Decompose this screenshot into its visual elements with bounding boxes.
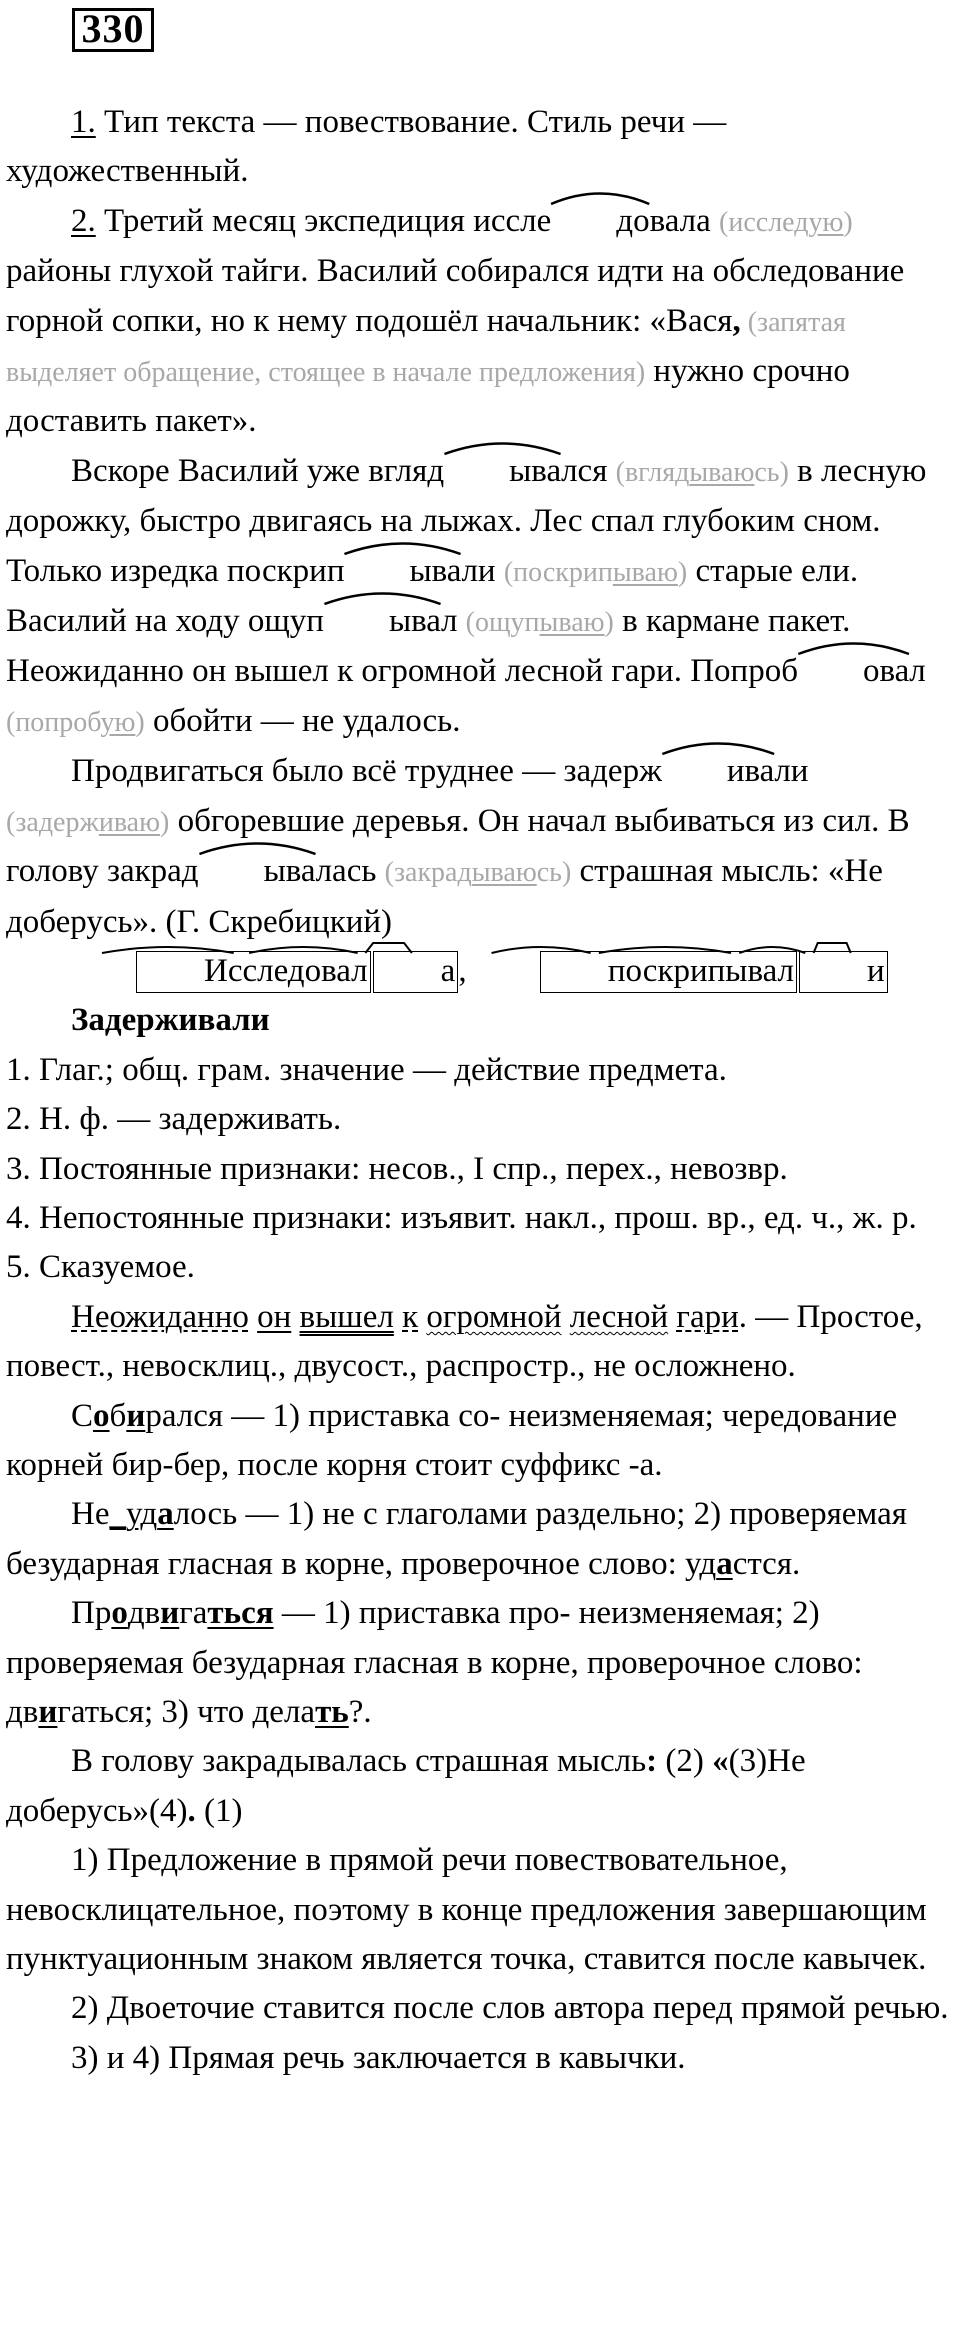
punctuation-note-1: 1) Предложение в прямой речи повествовательное, невосклицательное, поэтому в конце предложения завершающим пунктуационным знаком является точка, ставится после кавычек. bbox=[6, 1842, 927, 1978]
attribute-word: лесной bbox=[569, 1298, 669, 1335]
parse-item-4: 4. Непостоянные признаки: изъявит. накл., прош. вр., ед. ч., ж. р. bbox=[6, 1199, 917, 1236]
arc-letters: ыва bbox=[263, 853, 316, 890]
text-fragment: Продвигаться было всё труднее — задерж bbox=[71, 753, 662, 790]
text-fragment: ?. bbox=[348, 1694, 372, 1730]
text-fragment: рался — 1) приставка со- неизменяемая; чередование корней бир-бер, после корня стоит суффикс -а. bbox=[6, 1397, 898, 1483]
text-fragment: га bbox=[179, 1595, 208, 1632]
hint-text: ) bbox=[604, 607, 614, 639]
text-fragment: дв bbox=[127, 1595, 161, 1632]
ending-box: и bbox=[799, 951, 888, 993]
morpheme-word-1 bbox=[71, 951, 458, 993]
morpheme-analysis bbox=[6, 947, 954, 996]
highlighted-letter: а bbox=[157, 1496, 174, 1533]
suffix-arc-mark bbox=[344, 552, 462, 589]
arc-icon bbox=[660, 739, 776, 755]
text-fragment: — 1) приставка про- неизменяемая; 2) проверяемая безударная гласная в корне, проверочное слово: дв bbox=[6, 1595, 863, 1730]
text-fragment: гаться; 3) что дела bbox=[57, 1694, 316, 1730]
arc-icon bbox=[197, 839, 318, 855]
subject-word: он bbox=[257, 1298, 292, 1335]
hint-suffix: иваю bbox=[98, 806, 161, 838]
text-fragment: б bbox=[109, 1397, 127, 1434]
text-fragment: С bbox=[71, 1397, 94, 1434]
text-fragment: в лесную дорожку, быстро двигаясь на лыжах. Лес спал глубоким сном. Только изредка поскрип bbox=[6, 452, 927, 589]
text-fragment: л bbox=[909, 653, 926, 690]
task-1 bbox=[6, 98, 954, 197]
text-fragment: Не bbox=[71, 1496, 110, 1533]
highlighted-suffix: ть bbox=[315, 1694, 349, 1730]
sentence-characteristics: . — Простое, повест., невосклиц., двусост., распростр., не осложнено. bbox=[6, 1298, 923, 1385]
text-fragment: страшная мысль: «Не доберусь». (Г. Скребицкий) bbox=[6, 853, 883, 940]
hint-text: (закрад bbox=[384, 857, 472, 889]
punctuation-sentence bbox=[6, 1737, 954, 1836]
hint-text: ) bbox=[843, 206, 853, 238]
orthogram-1 bbox=[6, 1392, 954, 1491]
text-fragment: лся bbox=[561, 452, 616, 489]
predicate-word: вышел bbox=[299, 1298, 394, 1335]
root-arc-icon bbox=[475, 941, 888, 953]
check-word-hint bbox=[466, 607, 614, 638]
text-fragment: уд bbox=[125, 1496, 158, 1533]
adverbial-word: гари bbox=[676, 1298, 739, 1335]
text-fragment: ли bbox=[774, 753, 809, 790]
colon-mark: : bbox=[646, 1743, 658, 1780]
text-fragment: обойти — не удалось. bbox=[144, 702, 461, 739]
hint-text: ) bbox=[160, 806, 170, 838]
text-fragment: обгоревшие деревья. Он начал выбиваться из сил. В голову закрад bbox=[6, 802, 910, 890]
highlighted-letter: о bbox=[93, 1397, 110, 1434]
text-fragment: старые ели. Василий на ходу ощуп bbox=[6, 552, 859, 640]
hint-text: (исслед bbox=[719, 206, 809, 238]
exercise-number: 330 bbox=[72, 8, 154, 52]
text-fragment: ли bbox=[461, 552, 504, 589]
address-comma: , bbox=[732, 302, 741, 339]
ending-box: а bbox=[373, 951, 459, 993]
separator: , bbox=[458, 952, 475, 989]
highlighted-suffix: ться bbox=[207, 1595, 274, 1632]
hint-suffix: ываю bbox=[539, 607, 605, 639]
hint-suffix: ываю bbox=[689, 456, 755, 488]
text-fragment: Вскоре Василий уже вгляд bbox=[71, 452, 445, 489]
adverbial-word: Неожиданно bbox=[71, 1298, 249, 1335]
stem-box: Исследовал bbox=[136, 951, 371, 993]
highlighted-letter: а bbox=[716, 1545, 733, 1582]
suffix-arc-mark bbox=[324, 605, 441, 638]
text-fragment: (3)Не доберусь»(4) bbox=[6, 1743, 806, 1829]
hint-suffix: ываю bbox=[471, 857, 537, 889]
parse-item-2: 2. Н. ф. — задерживать. bbox=[6, 1101, 342, 1138]
text-fragment: вала bbox=[649, 202, 720, 239]
hint-text: ) bbox=[677, 556, 688, 588]
stem-box: поскрипывал bbox=[540, 951, 797, 993]
parse-item-3: 3. Постоянные признаки: несов., I спр., перех., невозвр. bbox=[6, 1150, 788, 1187]
arc-letters: ива bbox=[726, 753, 775, 790]
quote-mark: « bbox=[712, 1743, 729, 1780]
highlighted-letter: и bbox=[38, 1694, 58, 1730]
text-fragment: л bbox=[440, 603, 466, 640]
task-2-number: 2. bbox=[71, 202, 96, 239]
arc-icon bbox=[442, 439, 563, 455]
hint-text: ) bbox=[135, 706, 145, 738]
check-word-hint bbox=[385, 857, 572, 888]
check-word-hint bbox=[6, 707, 145, 738]
morpheme-word-2 bbox=[475, 951, 888, 993]
arc-letters: ыва bbox=[388, 603, 441, 640]
check-word-hint bbox=[504, 557, 687, 588]
check-word-hint bbox=[6, 807, 169, 838]
task-1-number: 1. bbox=[71, 104, 96, 140]
orthogram-3 bbox=[6, 1589, 954, 1737]
highlighted-letter: и bbox=[160, 1595, 180, 1632]
arc-letters: ыва bbox=[509, 452, 562, 489]
parse-item-5: 5. Сказуемое. bbox=[6, 1249, 195, 1286]
parse-item-1: 1. Глаг.; общ. грам. значение — действие предмета. bbox=[6, 1051, 727, 1088]
period-mark: . bbox=[187, 1792, 196, 1829]
arc-letters: ыва bbox=[409, 552, 462, 589]
highlighted-letter: о bbox=[111, 1595, 128, 1632]
text-fragment: районы глухой тайги. Василий собирался идти на обследование горной сопки, но к нему подошёл начальник: «Вася bbox=[6, 253, 905, 339]
root-arc-icon bbox=[71, 941, 458, 953]
check-word-hint bbox=[719, 207, 853, 238]
arc-icon bbox=[322, 589, 443, 605]
text-paragraph-3 bbox=[6, 747, 954, 947]
hint-suffix: ываю bbox=[612, 556, 678, 588]
hint-text: (попроб bbox=[6, 706, 101, 738]
text-fragment: В голову закрадывалась страшная мысль bbox=[71, 1743, 647, 1780]
syntax-analysis bbox=[6, 1293, 954, 1392]
suffix-arc-mark bbox=[199, 855, 316, 888]
text-fragment: в кармане пакет. Неожиданно он вышел к огромной лесной гари. Попроб bbox=[6, 603, 851, 690]
hint-suffix: ую bbox=[100, 706, 136, 738]
text-fragment: (1) bbox=[195, 1792, 243, 1829]
punctuation-note-3: 3) и 4) Прямая речь заключается в кавычки. bbox=[71, 2039, 686, 2076]
text-fragment: Пр bbox=[71, 1595, 112, 1632]
text-fragment: лось — 1) не с глаголами раздельно; 2) проверяемая безударная гласная в корне, проверочное слово: уд bbox=[6, 1496, 907, 1582]
text-paragraph-2 bbox=[6, 447, 954, 747]
separate-writing-mark: _ bbox=[109, 1496, 126, 1533]
hint-text: (вгляд bbox=[615, 456, 690, 488]
hint-ending: ую bbox=[808, 206, 844, 238]
hint-text: (ощуп bbox=[465, 607, 540, 639]
arc-letters: ова bbox=[862, 653, 910, 690]
arc-letters: до bbox=[616, 202, 650, 239]
arc-icon bbox=[549, 189, 651, 205]
suffix-arc-mark bbox=[444, 452, 562, 489]
text-fragment: лась bbox=[315, 853, 385, 890]
arc-icon bbox=[342, 539, 463, 555]
punctuation-note-2: 2) Двоеточие ставится после слов автора перед прямой речью. bbox=[71, 1990, 949, 2027]
adverbial-word: к bbox=[402, 1298, 419, 1335]
highlighted-letter: и bbox=[126, 1397, 146, 1434]
hint-text: сь) bbox=[754, 456, 789, 488]
text-fragment: (2) bbox=[657, 1743, 713, 1780]
text-paragraph-1 bbox=[6, 197, 954, 447]
arc-icon bbox=[796, 639, 911, 655]
hint-text: (задерж bbox=[6, 806, 99, 838]
attribute-word: огромной bbox=[426, 1298, 562, 1335]
suffix-arc-mark bbox=[662, 755, 774, 788]
hint-text: (поскрип bbox=[503, 556, 613, 588]
comma-rule-hint: (запятая выделяет обращение, стоящее в начале предложения) bbox=[6, 306, 846, 389]
text-fragment: нужно срочно доставить пакет». bbox=[6, 353, 850, 440]
check-word-hint bbox=[616, 457, 789, 488]
text-fragment: Третий месяц экспедиция иссле bbox=[95, 202, 552, 239]
parse-word-title: Задерживали bbox=[71, 1002, 270, 1039]
text-fragment: стся. bbox=[732, 1545, 801, 1582]
task-1-text: Тип текста — повествование. Стиль речи — художественный. bbox=[6, 104, 727, 190]
stress-arc-mark bbox=[551, 202, 650, 239]
orthogram-2 bbox=[6, 1490, 954, 1589]
suffix-arc-mark bbox=[798, 655, 909, 688]
content bbox=[6, 98, 954, 2083]
hint-text: сь) bbox=[536, 857, 572, 889]
